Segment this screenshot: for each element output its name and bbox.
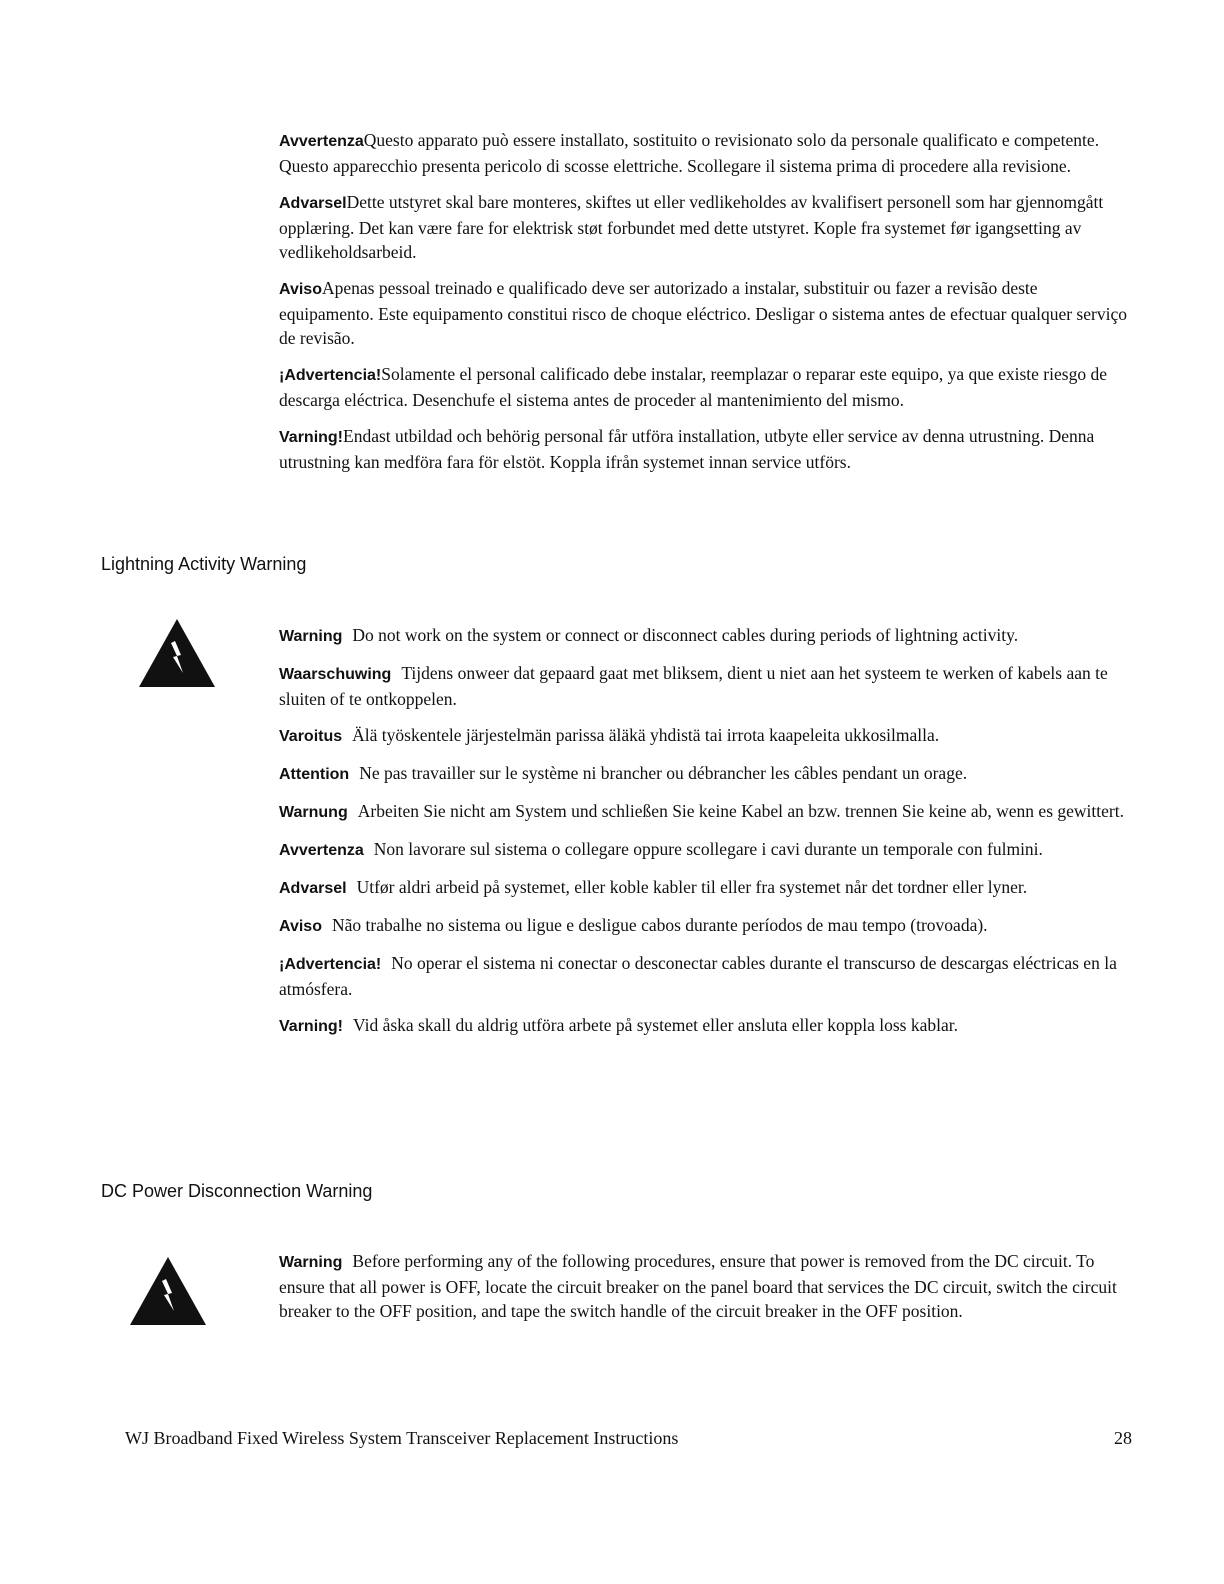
warning-text: Älä työskentele järjestelmän parissa äläkä yhdistä tai irrota kaapeleita ukkosilmalla. bbox=[352, 725, 940, 745]
warning-text: Ne pas travailler sur le système ni brancher ou débrancher les câbles pendant un orage. bbox=[359, 763, 968, 783]
warning-term: Avvertenza bbox=[279, 842, 364, 859]
warning-term: Waarschuwing bbox=[279, 666, 392, 683]
warning-term: ¡Advertencia! bbox=[279, 956, 382, 973]
warning-term: Varoitus bbox=[279, 728, 343, 745]
warning-term: Advarsel bbox=[279, 880, 347, 897]
warning-text: Endast utbildad och behörig personal får utföra installation, utbyte eller service av denna utrustning. Denna utrustning kan medföra fara för elstöt. Koppla ifrån systemet innan service utförs. bbox=[279, 426, 1095, 472]
section-heading-dc-power: DC Power Disconnection Warning bbox=[101, 1181, 373, 1201]
warning-text: Não trabalhe no sistema ou ligue e desligue cabos durante períodos de mau tempo (trovoada). bbox=[331, 915, 988, 935]
warning-paragraph bbox=[279, 913, 1129, 939]
footer-page-number: 28 bbox=[1114, 1428, 1132, 1448]
warning-text: Solamente el personal calificado debe instalar, reemplazar o reparar este equipo, ya que existe riesgo de descarga eléctrica. Desenchufe el sistema antes de proceder al mantenimiento del mismo. bbox=[279, 364, 1107, 410]
warning-triangle-icon bbox=[137, 619, 217, 689]
warning-triangle-icon bbox=[128, 1257, 208, 1327]
warning-text: Utfør aldri arbeid på systemet, eller koble kabler til eller fra systemet når det tordner eller lyner. bbox=[356, 877, 1028, 897]
warning-paragraph bbox=[279, 661, 1129, 711]
warning-term: ¡Advertencia! bbox=[279, 367, 382, 384]
warning-text: Arbeiten Sie nicht am System und schließen Sie keine Kabel an bzw. trennen Sie keine ab, wenn es gewittert. bbox=[357, 801, 1124, 821]
warning-text: Questo apparato può essere installato, sostituito o revisionato solo da personale qualificato e competente. Questo apparecchio presenta pericolo di scosse elettriche. Scollegare il sistema prima di procedere alla revisione. bbox=[279, 130, 1100, 176]
warning-term: Warnung bbox=[279, 804, 348, 821]
warning-paragraph bbox=[279, 190, 1129, 264]
warning-term: Warning bbox=[279, 628, 343, 645]
warning-text: No operar el sistema ni conectar o desconectar cables durante el transcurso de descargas eléctricas en la atmósfera. bbox=[279, 953, 1117, 999]
warning-paragraph bbox=[279, 276, 1129, 350]
warning-paragraph bbox=[279, 837, 1129, 863]
warning-term: Warning bbox=[279, 1254, 343, 1271]
warning-term: Attention bbox=[279, 766, 350, 783]
warning-paragraph bbox=[279, 951, 1129, 1001]
warning-text: Do not work on the system or connect or disconnect cables during periods of lightning activity. bbox=[352, 625, 1019, 645]
warning-term: Varning! bbox=[279, 1018, 344, 1035]
warning-paragraph bbox=[279, 1013, 1129, 1039]
warning-text: Tijdens onweer dat gepaard gaat met bliksem, dient u niet aan het systeem te werken of kabels aan te sluiten of te ontkoppelen. bbox=[279, 663, 1108, 709]
warning-term: Aviso bbox=[279, 281, 322, 298]
section-heading-lightning: Lightning Activity Warning bbox=[101, 554, 307, 574]
warning-text: Dette utstyret skal bare monteres, skiftes ut eller vedlikeholdes av kvalifisert personell som har gjennomgått opplæring. Det kan være fare for elektrisk støt forbundet med dette utstyret. Kople fra systemet før igangsetting av vedlikeholdsarbeid. bbox=[279, 192, 1104, 262]
warning-paragraph bbox=[279, 623, 1129, 649]
warning-text: Before performing any of the following procedures, ensure that power is removed from the DC circuit. To ensure that all power is OFF, locate the circuit breaker on the panel board that services the DC circuit, switch the circuit breaker to the OFF position, and tape the switch handle of the circuit breaker in the OFF position. bbox=[279, 1251, 1117, 1321]
warning-term: Aviso bbox=[279, 918, 322, 935]
warning-term: Advarsel bbox=[279, 195, 347, 212]
warning-paragraph bbox=[279, 424, 1129, 474]
warning-paragraph bbox=[279, 875, 1129, 901]
warning-paragraph bbox=[279, 723, 1129, 749]
top-warnings-block bbox=[279, 128, 1129, 486]
warning-paragraph bbox=[279, 128, 1129, 178]
warning-paragraph bbox=[279, 761, 1129, 787]
warning-paragraph bbox=[279, 362, 1129, 412]
warning-text: Non lavorare sul sistema o collegare oppure scollegare i cavi durante un temporale con fulmini. bbox=[373, 839, 1043, 859]
warning-text: Apenas pessoal treinado e qualificado deve ser autorizado a instalar, substituir ou fazer a revisão deste equipamento. Este equipamento constitui risco de choque eléctrico. Desligar o sistema antes de efectuar qualquer serviço de revisão. bbox=[279, 278, 1127, 348]
warning-paragraph bbox=[279, 1249, 1129, 1323]
warning-paragraph bbox=[279, 799, 1129, 825]
warning-term: Varning! bbox=[279, 429, 344, 446]
warning-term: Avvertenza bbox=[279, 133, 364, 150]
lightning-warnings-block bbox=[279, 623, 1129, 1051]
footer-document-title: WJ Broadband Fixed Wireless System Transceiver Replacement Instructions bbox=[125, 1428, 679, 1448]
warning-text: Vid åska skall du aldrig utföra arbete på systemet eller ansluta eller koppla loss kablar. bbox=[353, 1015, 958, 1035]
dc-warnings-block bbox=[279, 1249, 1129, 1335]
